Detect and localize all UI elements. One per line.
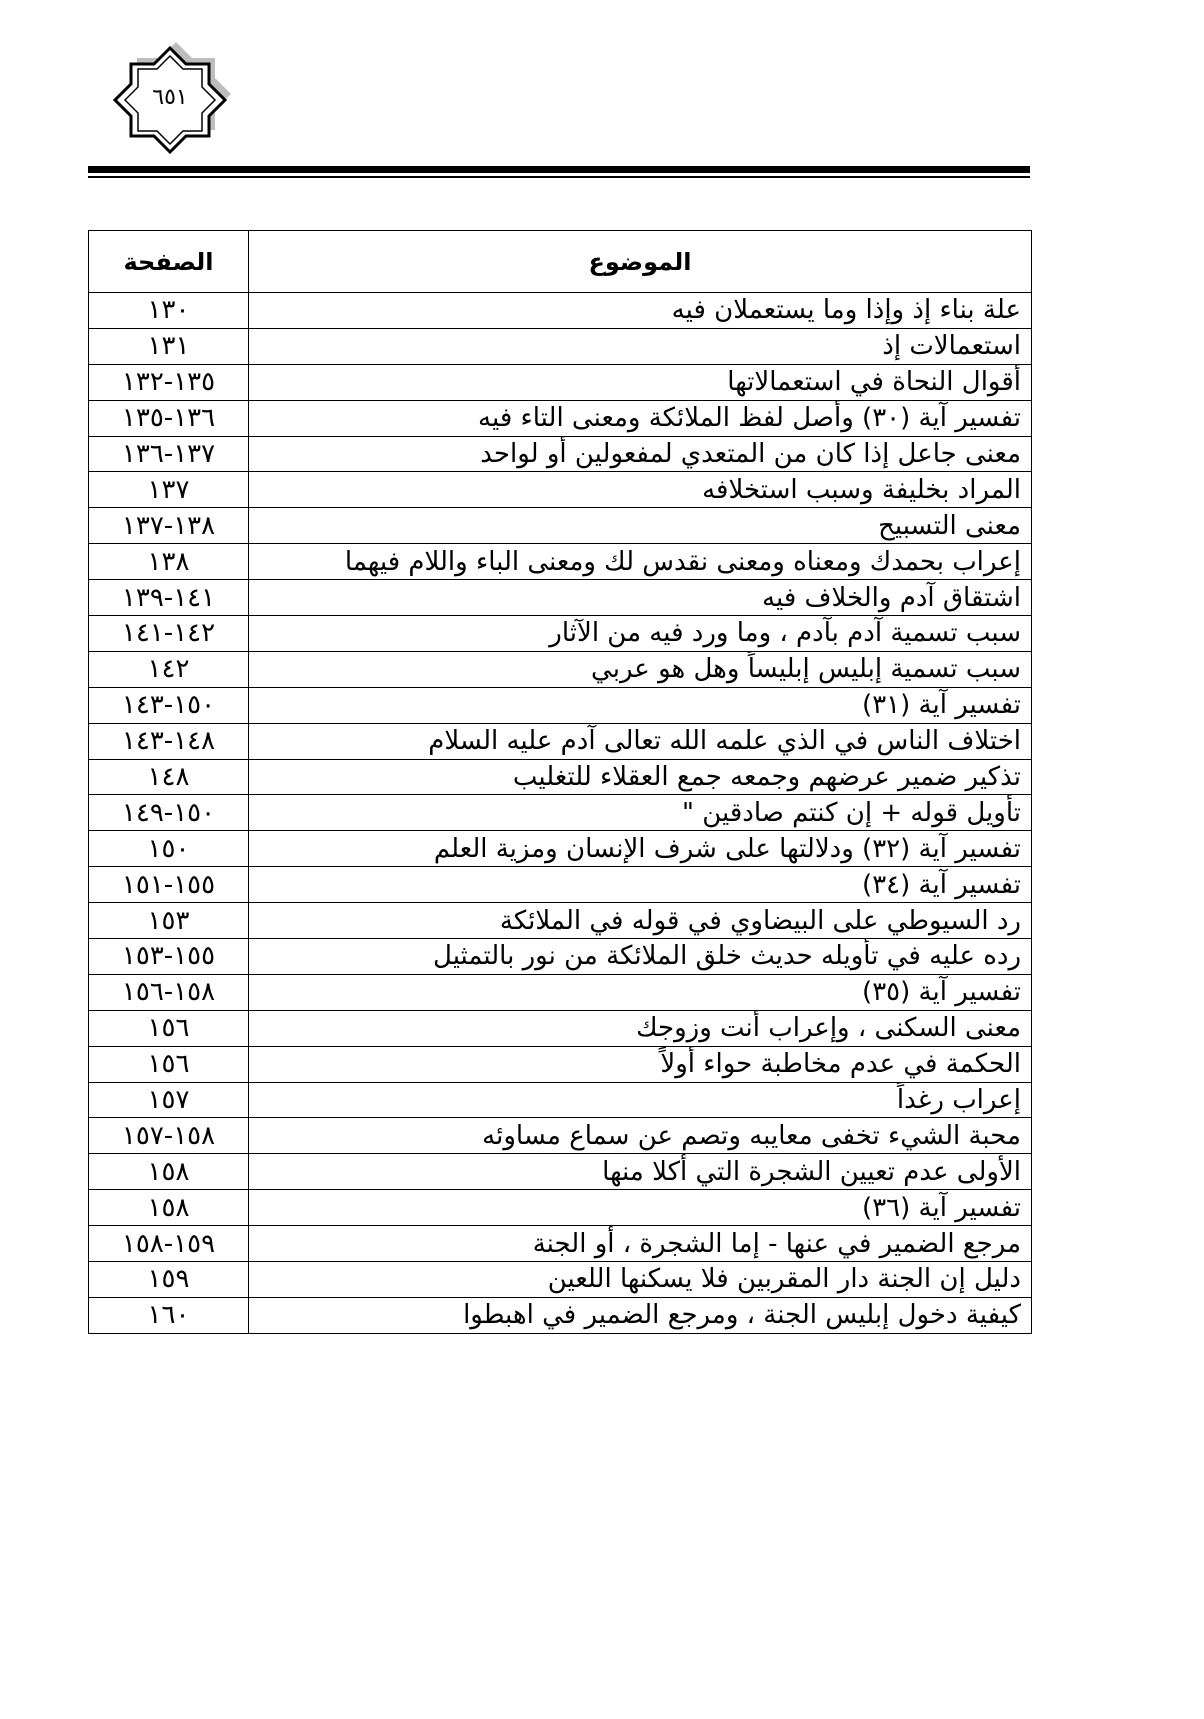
table-header-row	[89, 231, 1032, 293]
row-page: ١٣٨-١٣٧	[89, 508, 249, 544]
table-row	[89, 759, 1032, 795]
row-topic: المراد بخليفة وسبب استخلافه	[249, 472, 1032, 508]
row-topic: تفسير آية (٣٦)	[249, 1190, 1032, 1226]
header-page: الصفحة	[89, 231, 249, 293]
index-table	[88, 230, 1032, 1334]
row-topic: تفسير آية (٣١)	[249, 687, 1032, 723]
table-row	[89, 651, 1032, 687]
row-topic: كيفية دخول إبليس الجنة ، ومرجع الضمير في اهبطوا	[249, 1297, 1032, 1333]
table-row	[89, 364, 1032, 400]
table-row	[89, 1190, 1032, 1226]
row-topic: معنى السكنى ، وإعراب أنت وزوجك	[249, 1010, 1032, 1046]
table-row	[89, 472, 1032, 508]
row-topic: معنى جاعل إذا كان من المتعدي لمفعولين أو لواحد	[249, 436, 1032, 472]
row-page: ١٣٨	[89, 544, 249, 580]
row-topic: رد السيوطي على البيضاوي في قوله في الملائكة	[249, 903, 1032, 939]
row-topic: استعمالات إذ	[249, 328, 1032, 364]
table-body	[89, 293, 1032, 1334]
row-topic: الحكمة في عدم مخاطبة حواء أولاً	[249, 1046, 1032, 1082]
table-row	[89, 508, 1032, 544]
row-topic: إعراب بحمدك ومعناه ومعنى نقدس لك ومعنى الباء واللام فيهما	[249, 544, 1032, 580]
row-page: ١٥٣	[89, 903, 249, 939]
row-page: ١٤٨-١٤٣	[89, 723, 249, 759]
row-page: ١٤٢-١٤١	[89, 616, 249, 652]
table-row	[89, 544, 1032, 580]
row-topic: محبة الشيء تخفى معايبه وتصم عن سماع مساوئه	[249, 1118, 1032, 1154]
table-row	[89, 974, 1032, 1010]
row-page: ١٤٨	[89, 759, 249, 795]
table-row	[89, 867, 1032, 903]
row-page: ١٣١	[89, 328, 249, 364]
row-topic: علة بناء إذ وإذا وما يستعملان فيه	[249, 293, 1032, 329]
table-row	[89, 1262, 1032, 1298]
row-page: ١٦٠	[89, 1297, 249, 1333]
page-number-badge	[105, 42, 235, 158]
row-page: ١٣٠	[89, 293, 249, 329]
row-page: ١٥٩	[89, 1262, 249, 1298]
table-row	[89, 1010, 1032, 1046]
row-page: ١٥٠	[89, 831, 249, 867]
table-row	[89, 903, 1032, 939]
row-topic: دليل إن الجنة دار المقربين فلا يسكنها اللعين	[249, 1262, 1032, 1298]
table-row	[89, 616, 1032, 652]
table-row	[89, 1118, 1032, 1154]
row-page: ١٣٥-١٣٢	[89, 364, 249, 400]
header-topic: الموضوع	[249, 231, 1032, 293]
table-row	[89, 1154, 1032, 1190]
table-row	[89, 580, 1032, 616]
row-topic: تفسير آية (٣٤)	[249, 867, 1032, 903]
row-page: ١٥٠-١٤٩	[89, 795, 249, 831]
table-row	[89, 400, 1032, 436]
table-row	[89, 436, 1032, 472]
row-page: ١٥٥-١٥٣	[89, 939, 249, 975]
row-topic: سبب تسمية آدم بآدم ، وما ورد فيه من الآثار	[249, 616, 1032, 652]
table-row	[89, 1082, 1032, 1118]
row-page: ١٥٥-١٥١	[89, 867, 249, 903]
row-page: ١٥٨-١٥٦	[89, 974, 249, 1010]
row-topic: أقوال النحاة في استعمالاتها	[249, 364, 1032, 400]
header-rule-thin	[88, 176, 1030, 178]
table-row	[89, 723, 1032, 759]
row-page: ١٥٨	[89, 1154, 249, 1190]
row-page: ١٥٠-١٤٣	[89, 687, 249, 723]
row-topic: تأويل قوله + إن كنتم صادقين "	[249, 795, 1032, 831]
row-topic: تفسير آية (٣٢) ودلالتها على شرف الإنسان ومزية العلم	[249, 831, 1032, 867]
row-topic: إعراب رغداً	[249, 1082, 1032, 1118]
row-topic: اشتقاق آدم والخلاف فيه	[249, 580, 1032, 616]
row-page: ١٤٢	[89, 651, 249, 687]
row-page: ١٥٩-١٥٨	[89, 1226, 249, 1262]
header-rule-thick	[88, 166, 1030, 173]
table-row	[89, 831, 1032, 867]
row-topic: تفسير آية (٣٥)	[249, 974, 1032, 1010]
row-topic: مرجع الضمير في عنها - إما الشجرة ، أو الجنة	[249, 1226, 1032, 1262]
row-page: ١٥٨-١٥٧	[89, 1118, 249, 1154]
row-topic: رده عليه في تأويله حديث خلق الملائكة من نور بالتمثيل	[249, 939, 1032, 975]
table-row	[89, 1226, 1032, 1262]
row-topic: سبب تسمية إبليس إبليساً وهل هو عربي	[249, 651, 1032, 687]
table-row	[89, 1046, 1032, 1082]
row-page: ١٣٧-١٣٦	[89, 436, 249, 472]
table-row	[89, 939, 1032, 975]
table-row	[89, 328, 1032, 364]
table-row	[89, 795, 1032, 831]
row-page: ١٥٦	[89, 1046, 249, 1082]
row-topic: معنى التسبيح	[249, 508, 1032, 544]
row-topic: تفسير آية (٣٠) وأصل لفظ الملائكة ومعنى التاء فيه	[249, 400, 1032, 436]
table-row	[89, 293, 1032, 329]
row-page: ١٥٦	[89, 1010, 249, 1046]
row-page: ١٤١-١٣٩	[89, 580, 249, 616]
row-topic: الأولى عدم تعيين الشجرة التي أكلا منها	[249, 1154, 1032, 1190]
page-number: ٦٥١	[152, 85, 188, 110]
row-page: ١٥٧	[89, 1082, 249, 1118]
row-page: ١٣٧	[89, 472, 249, 508]
table-row	[89, 687, 1032, 723]
row-topic: تذكير ضمير عرضهم وجمعه جمع العقلاء للتغليب	[249, 759, 1032, 795]
row-topic: اختلاف الناس في الذي علمه الله تعالى آدم عليه السلام	[249, 723, 1032, 759]
row-page: ١٥٨	[89, 1190, 249, 1226]
row-page: ١٣٦-١٣٥	[89, 400, 249, 436]
table-row	[89, 1297, 1032, 1333]
